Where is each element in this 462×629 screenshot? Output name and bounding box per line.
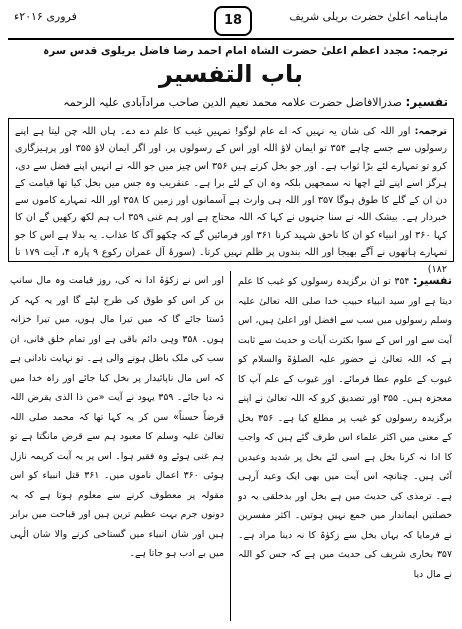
chapter-title: باب التفسیر	[159, 60, 303, 88]
commentary-text-left: اور اس نے زکوٰۃ ادا نہ کی، روز قیامت وہ مال سانپ بن کر اس کو طوق کی طرح لپٹے گا اور یہ کہہ کر ڈستا جائے گا کہ میں تیرا مال ہوں، میں تیرا خزانہ ہوں۔ ۳۵۸ وہی دائم باقی ہے اور تمام خلق فانی، ان سب کی ملک باطل ہونے والی ہے۔ تو نہایت نادانی ہے کہ اس مال ناپائیدار پر بخل کیا جائے اور راہ خدا میں نہ دیا جائے۔ ۳۵۹ یہود نے آیت «من ذا الذی یقرض اللہ قرضاً حسناً» سن کر یہ کہا تھا کہ محمد صلی اللہ تعالیٰ علیہ وسلم کا معبود ہم سے قرض مانگتا ہے تو ہم غنی ہوئے وہ فقیر ہوا۔ اس پر یہ آیت کریمہ نازل ہوئی ۳۶۰ اعمال ناموں میں۔ ۳۶۱ قتل انبیاء کو اس مقولہ پر معطوف کرنے سے معلوم ہوتا ہے کہ یہ دونوں جرم بہت عظیم ترین ہیں اور قباحت میں برابر ہیں اور شان انبیاء میں گستاخی کرنے والا شان الٰہی میں بے ادب ہو جاتا ہے۔	[10, 275, 224, 559]
page-number: 18	[214, 6, 252, 36]
header-divider	[8, 38, 454, 40]
translation-box	[8, 118, 454, 276]
translation-text: اور اللہ کی شان یہ نہیں کہ اے عام لوگو! تمہیں غیب کا علم دے دے۔ ہاں اللہ چن لیتا ہے اپنے رسولوں سے جسے چاہے ۳۵۴ تو ایمان لاؤ اللہ اور اس کے رسولوں پر، اور اگر ایمان لاؤ ۳۵۵ اور پرہیزگاری کرو تو تمہارے لئے بڑا ثواب ہے۔ اور جو بخل کرتے ہیں ۳۵۶ اس چیز میں جو اللہ نے انہیں اپنے فضل سے دی، ہرگز اسے اپنے لئے اچھا نہ سمجھیں بلکہ وہ ان کے لئے برا ہے۔ عنقریب وہ جس میں بخل کیا تھا قیامت کے دن ان کے گلے کا طوق ہوگا ۳۵۷ اور اللہ ہی وارث ہے آسمانوں اور زمین کا ۳۵۸ اور اللہ تمہارے کاموں سے خبردار ہے۔ بیشک اللہ نے سنا جنہوں نے کہا کہ اللہ محتاج ہے اور ہم غنی ۳۵۹ اب ہم لکھ رکھیں گے ان کا کہا ۳۶۰ اور انبیاء کو ان کا ناحق شہید کرنا ۳۶۱ اور فرمائیں گے کہ چکھو آگ کا عذاب۔ یہ بدلا ہے اس کا جو تمہارے ہاتھوں نے آگے بھیجا اور اللہ بندوں پر ظلم نہیں کرتا۔ (سورۂ آل عمران رکوع ۹ پارہ ۴، آیت ۱۷۹ تا ۱۸۲)	[15, 126, 448, 276]
page-header	[0, 0, 462, 40]
commentary-text-right: ۳۵۴ تو ان برگزیدہ رسولوں کو غیب کا علم دیتا ہے اور سید انبیاء حبیب خدا صلی اللہ تعالیٰ علیہ وسلم رسولوں میں سب سے افضل اور اعلیٰ ہیں، اس آیت سے اور اس کے سوا بکثرت آیات و حدیث سے ثابت ہے کہ اللہ تعالیٰ نے حضور علیہ الصلوٰۃ والسلام کو غیوب کے علوم عطا فرمائے۔ اور غیوب کے علم آپ کا معجزہ ہیں۔ ۳۵۵ اور تصدیق کرو کہ اللہ تعالیٰ نے اپنے برگزیدہ رسولوں کو غیب پر مطلع کیا ہے۔ ۳۵۶ بخل کے معنی میں اکثر علماء اس طرف گئے ہیں کہ واجب کا ادا نہ کرنا بخل ہے اسی لئے بخل پر شدید وعیدیں آئی ہیں۔ چنانچہ اس آیت میں بھی ایک وعید آرہی ہے۔ ترمذی کی حدیث میں ہے بخل اور بدخلقی یہ دو خصلتیں ایماندار میں جمع نہیں ہوتیں۔ اکثر مفسرین نے فرمایا کہ یہاں بخل سے زکوٰۃ کا نہ دینا مراد ہے۔ ۳۵۷ بخاری شریف کی حدیث میں ہے کہ جس کو اللہ نے مال دیا	[238, 276, 452, 580]
commentator-label: تفسیر:	[405, 95, 448, 109]
translation-label: ترجمہ:	[414, 126, 448, 137]
translator-credit: ترجمہ: مجدد اعظم اعلیٰ حضرت الشاہ امام احمد رضا فاضل بریلوی قدس سرہ	[43, 45, 448, 57]
commentary-paragraph-left	[10, 271, 224, 564]
column-divider	[230, 271, 231, 621]
commentator-name: صدرالافاضل حضرت علامہ محمد نعیم الدین صاحب مرادآبادی علیہ الرحمہ	[63, 96, 402, 109]
commentary-column-right	[238, 271, 452, 621]
commentator-credit	[14, 95, 448, 109]
magazine-title: ماہنامہ اعلیٰ حضرت بریلی شریف	[289, 10, 448, 23]
issue-date: فروری ۲۰۱۶ء	[14, 10, 77, 23]
commentary-paragraph-right	[238, 271, 452, 584]
translation-paragraph	[15, 123, 447, 279]
commentary-column-left	[10, 271, 224, 621]
commentary-label: تفسیر:	[413, 274, 452, 287]
